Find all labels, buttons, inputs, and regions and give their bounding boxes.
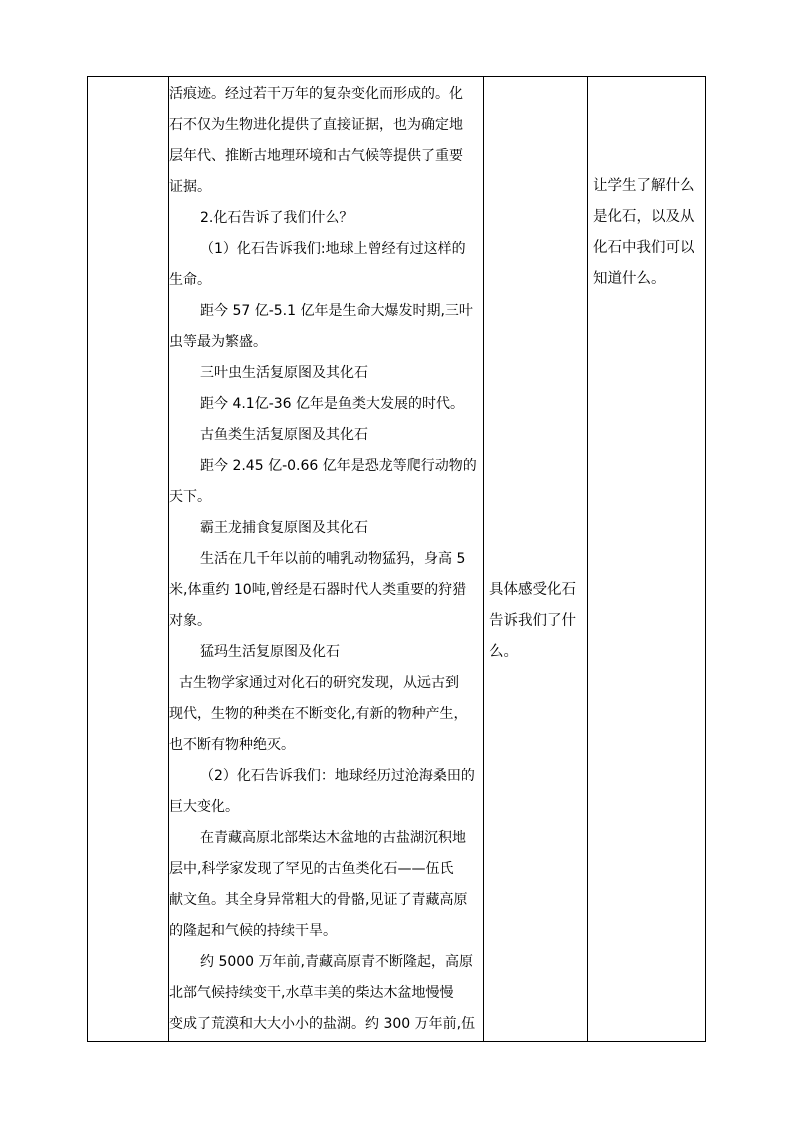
- content-line: 变成了荒漠和大大小小的盐湖。约 300 万年前,伍: [169, 1016, 476, 1032]
- content-line: 在青藏高原北部柴达木盆地的古盐湖沉积地: [200, 830, 466, 846]
- activity-line: 具体感受化石: [489, 582, 576, 598]
- content-line: 层中,科学家发现了罕见的古鱼类化石——伍氏: [169, 861, 454, 877]
- content-line: 约 5000 万年前,青藏高原青不断隆起，高原: [200, 954, 473, 970]
- content-line: （1）化石告诉我们:地球上曾经有过这样的: [200, 241, 466, 257]
- teaching-content-cell: [169, 79, 483, 1040]
- content-line: 证据。: [169, 179, 211, 195]
- content-line: 距今 4.1亿-36 亿年是鱼类大发展的时代。: [200, 396, 465, 412]
- content-line: 生命。: [169, 272, 211, 288]
- intent-line: 化石中我们可以: [593, 240, 695, 256]
- activity-line: 么。: [489, 644, 518, 660]
- content-line: 三叶虫生活复原图及其化石: [200, 365, 368, 381]
- content-line: 虫等最为繁盛。: [169, 334, 267, 350]
- content-line: 距今 57 亿-5.1 亿年是生命大爆发时期,三叶: [200, 303, 473, 319]
- content-line: 现代，生物的种类在不断变化,有新的物种产生，: [169, 706, 468, 722]
- design-intent-cell: [588, 171, 706, 295]
- content-line: 2.化石告诉了我们什么？: [200, 210, 354, 226]
- content-line: 古鱼类生活复原图及其化石: [200, 427, 368, 443]
- content-line: 古生物学家通过对化石的研究发现，从远古到: [179, 675, 459, 691]
- intent-line: 让学生了解什么: [593, 178, 695, 194]
- content-line: 北部气候持续变干,水草丰美的柴达木盆地慢慢: [169, 985, 454, 1001]
- content-line: 石不仅为生物进化提供了直接证据，也为确定地: [169, 117, 463, 133]
- student-activity-cell: [484, 575, 584, 668]
- content-line: （2）化石告诉我们：地球经历过沧海桑田的: [200, 768, 475, 784]
- intent-line: 是化石，以及从: [593, 209, 695, 225]
- content-line: 的隆起和气候的持续干旱。: [169, 923, 337, 939]
- activity-line: 告诉我们了什: [489, 613, 576, 629]
- content-line: 天下。: [169, 489, 211, 505]
- content-line: 对象。: [169, 613, 211, 629]
- content-line: 生活在几千年以前的哺乳动物猛犸，身高 5: [200, 551, 466, 567]
- column-divider-2: [483, 77, 484, 1041]
- content-line: 层年代、推断古地理环境和古气候等提供了重要: [169, 148, 463, 164]
- content-line: 距今 2.45 亿-0.66 亿年是恐龙等爬行动物的: [200, 458, 477, 474]
- intent-line: 知道什么。: [593, 271, 666, 287]
- content-line: 也不断有物种绝灭。: [169, 737, 295, 753]
- content-line: 米,体重约 10吨,曾经是石器时代人类重要的狩猎: [169, 582, 467, 598]
- content-line: 活痕迹。经过若干万年的复杂变化而形成的。化: [169, 86, 463, 102]
- content-line: 猛玛生活复原图及化石: [200, 644, 340, 660]
- content-line: 献文鱼。其全身异常粗大的骨骼,见证了青藏高原: [169, 892, 468, 908]
- lesson-table: [87, 76, 706, 1042]
- content-line: 巨大变化。: [169, 799, 239, 815]
- content-line: 霸王龙捕食复原图及其化石: [200, 520, 368, 536]
